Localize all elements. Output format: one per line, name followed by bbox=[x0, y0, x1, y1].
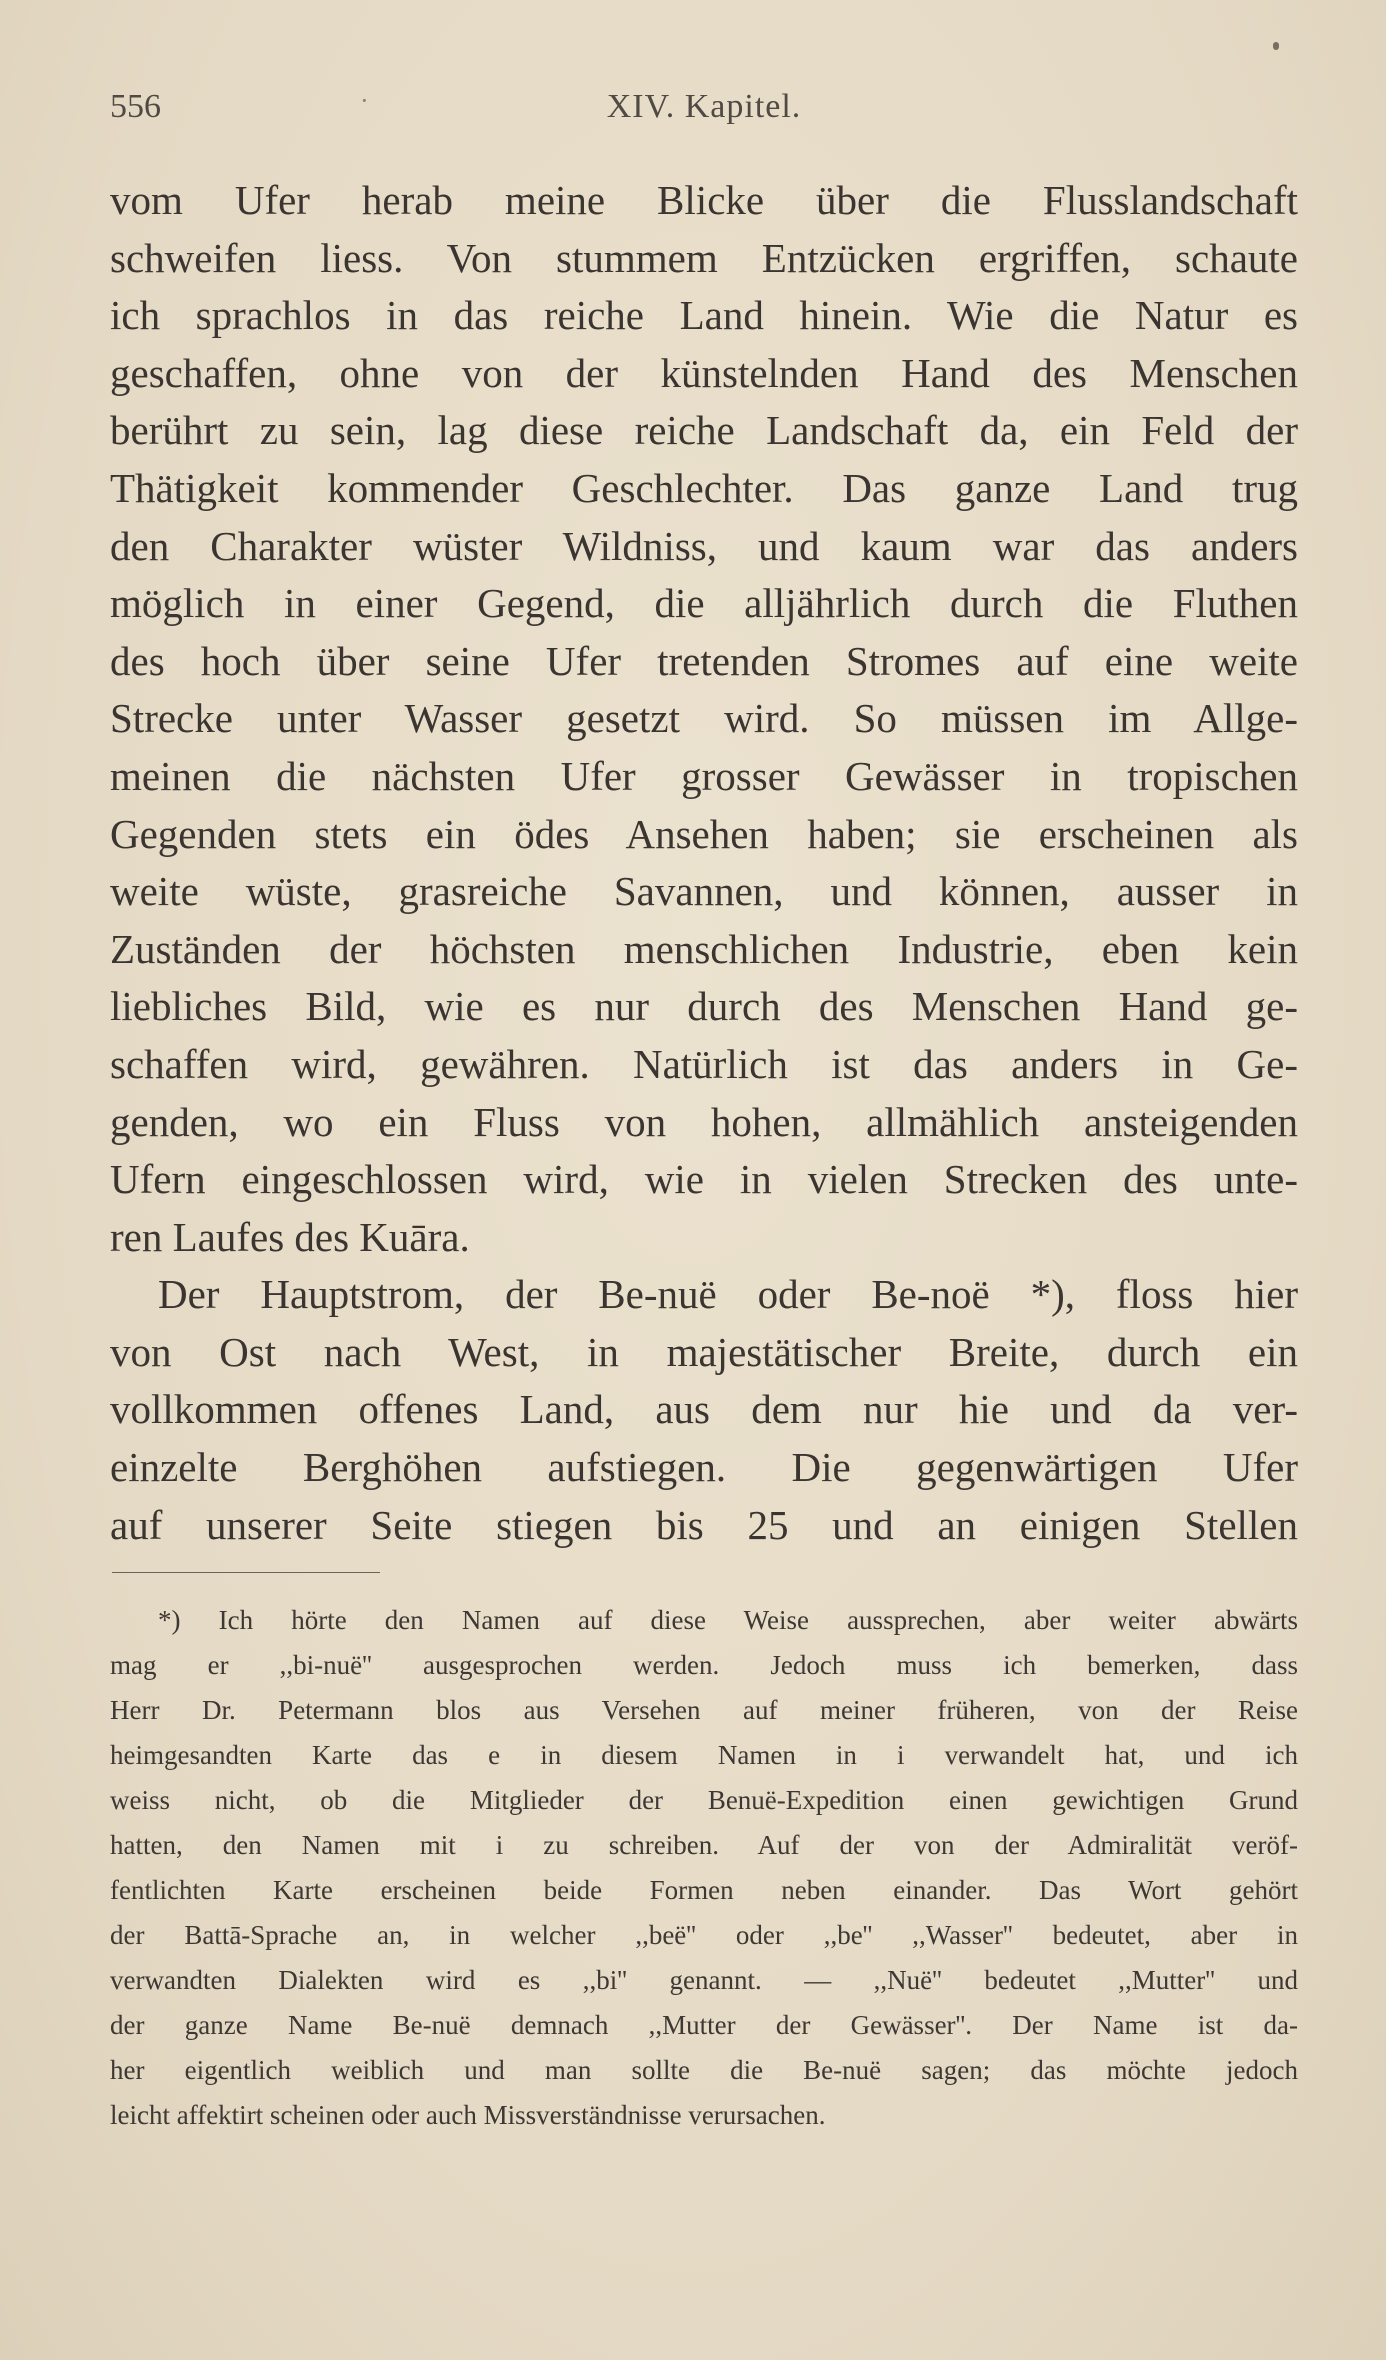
text-line: vom Ufer herab meine Blicke über die Flusslandschaft bbox=[110, 177, 1298, 223]
text-line: geschaffen, ohne von der künstelnden Hand des Menschen bbox=[110, 349, 1298, 396]
text-line: des hoch über seine Ufer tretenden Stromes auf eine weite bbox=[110, 637, 1298, 684]
text-line: einzelte Berghöhen aufstiegen. Die gegenwärtigen Ufer bbox=[110, 1444, 1298, 1491]
page-number: 556 bbox=[110, 88, 161, 125]
text-line: berührt zu sein, lag diese reiche Landschaft da, ein Feld der bbox=[110, 407, 1298, 454]
chapter-title: XIV. Kapitel. bbox=[606, 88, 802, 125]
text-line: den Charakter wüster Wildniss, und kaum war das anders bbox=[110, 522, 1298, 569]
text-line: vollkommen offenes Land, aus dem nur hie und da ver- bbox=[110, 1386, 1298, 1433]
footnote-line: verwandten Dialekten wird es ,,bi'' genannt. — ,,Nuë'' bedeutet ,,Mutter'' und bbox=[110, 1965, 1298, 1995]
footnote-line: fentlichten Karte erscheinen beide Formen neben einander. Das Wort gehört bbox=[110, 1875, 1298, 1905]
text-line: ich sprachlos in das reiche Land hinein. Wie die Natur es bbox=[110, 292, 1298, 339]
footnote-line: heimgesandten Karte das e in diesem Namen in i verwandelt hat, und ich bbox=[110, 1740, 1298, 1770]
text-line: schaffen wird, gewähren. Natürlich ist das anders in Ge- bbox=[110, 1040, 1298, 1087]
footnote-line: hatten, den Namen mit i zu schreiben. Auf der von der Admiralität veröf- bbox=[110, 1830, 1298, 1860]
footnote-line: mag er ,,bi-nuë'' ausgesprochen werden. Jedoch muss ich bemerken, dass bbox=[110, 1650, 1298, 1680]
footnote-line: *) Ich hörte den Namen auf diese Weise aussprechen, aber weiter abwärts bbox=[158, 1605, 1298, 1635]
text-line: Gegenden stets ein ödes Ansehen haben; sie erscheinen als bbox=[110, 810, 1298, 857]
text-line: genden, wo ein Fluss von hohen, allmählich ansteigenden bbox=[110, 1098, 1298, 1145]
running-header bbox=[110, 88, 1298, 136]
header-dot: · bbox=[360, 86, 369, 115]
footnote bbox=[110, 1598, 1298, 2138]
text-line: ren Laufes des Kuāra. bbox=[110, 1213, 470, 1260]
text-line: meinen die nächsten Ufer grosser Gewässer in tropischen bbox=[110, 752, 1298, 799]
footnote-line: Herr Dr. Petermann blos aus Versehen auf meiner früheren, von der Reise bbox=[110, 1695, 1298, 1725]
text-line: Thätigkeit kommender Geschlechter. Das ganze Land trug bbox=[110, 464, 1298, 511]
text-line: Der Hauptstrom, der Be-nuë oder Be-noë *), floss hier bbox=[158, 1271, 1298, 1318]
text-line: von Ost nach West, in majestätischer Breite, durch ein bbox=[110, 1328, 1298, 1375]
footnote-line: der Battā-Sprache an, in welcher ,,beë'' oder ,,be'' ,,Wasser'' bedeutet, aber in bbox=[110, 1920, 1298, 1950]
ink-speck bbox=[1273, 42, 1279, 50]
text-line: Ufern eingeschlossen wird, wie in vielen Strecken des unte- bbox=[110, 1156, 1298, 1203]
footnote-line: der ganze Name Be-nuë demnach ,,Mutter der Gewässer''. Der Name ist da- bbox=[110, 2010, 1298, 2040]
text-line: weite wüste, grasreiche Savannen, und können, ausser in bbox=[110, 868, 1298, 915]
text-line: Zuständen der höchsten menschlichen Industrie, eben kein bbox=[110, 925, 1298, 972]
text-line: auf unserer Seite stiegen bis 25 und an einigen Stellen bbox=[110, 1501, 1298, 1548]
text-line: Strecke unter Wasser gesetzt wird. So müssen im Allge- bbox=[110, 695, 1298, 742]
text-line: schweifen liess. Von stummem Entzücken ergriffen, schaute bbox=[110, 234, 1298, 281]
text-line: möglich in einer Gegend, die alljährlich durch die Fluthen bbox=[110, 580, 1298, 627]
text-line: liebliches Bild, wie es nur durch des Menschen Hand ge- bbox=[110, 983, 1298, 1030]
footnote-line: leicht affektirt scheinen oder auch Missverständnisse verursachen. bbox=[110, 2100, 826, 2130]
main-text bbox=[110, 172, 1298, 1554]
footnote-divider bbox=[112, 1572, 380, 1573]
footnote-line: weiss nicht, ob die Mitglieder der Benuë-Expedition einen gewichtigen Grund bbox=[110, 1785, 1298, 1815]
footnote-line: her eigentlich weiblich und man sollte die Be-nuë sagen; das möchte jedoch bbox=[110, 2055, 1298, 2085]
